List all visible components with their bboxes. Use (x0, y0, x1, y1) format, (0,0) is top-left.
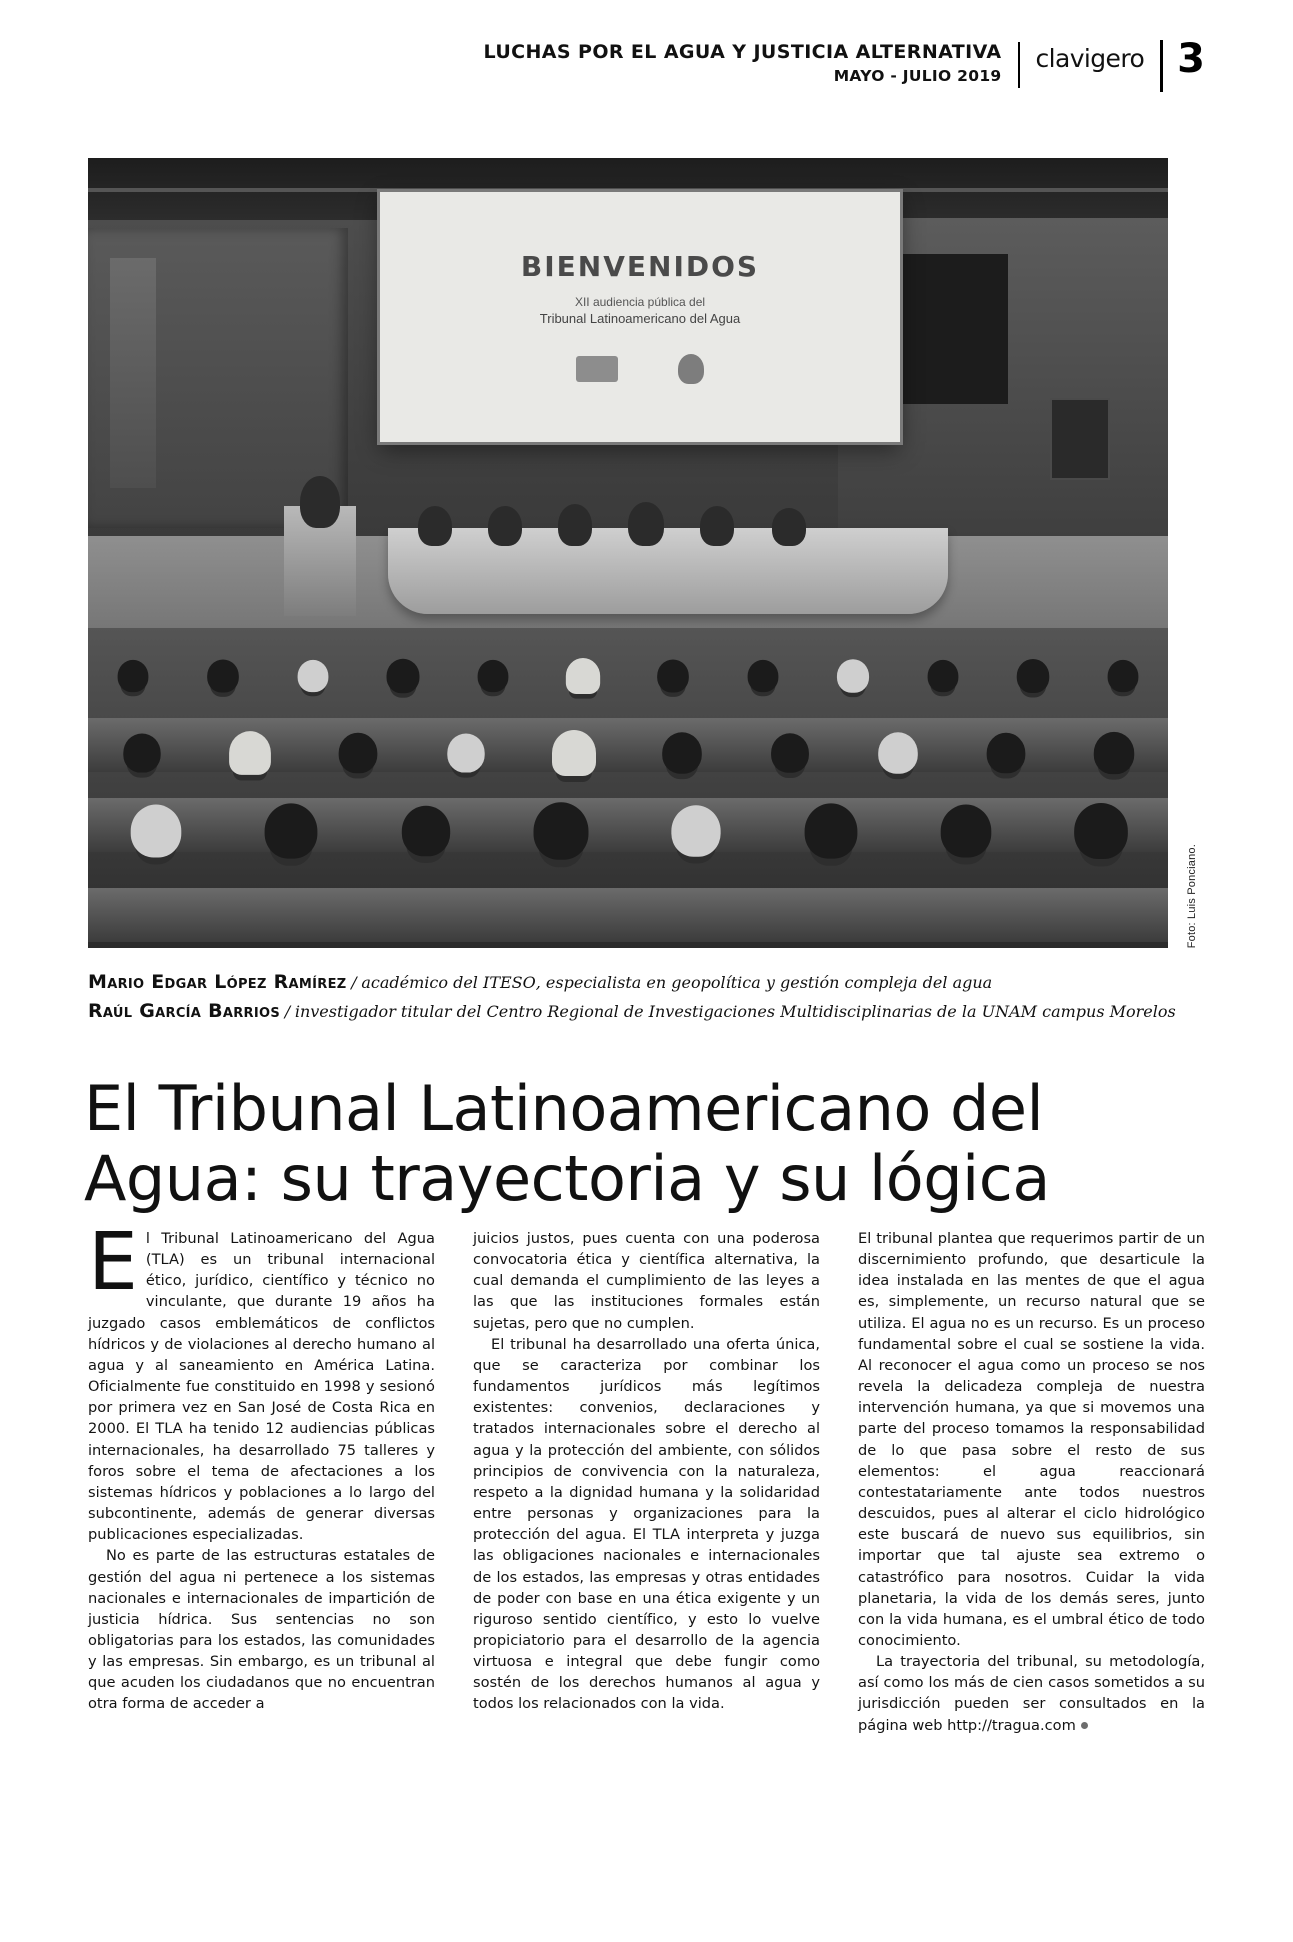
author-name-1: Mario Edgar López Ramírez (88, 971, 347, 993)
issue-date: MAYO - JULIO 2019 (833, 67, 1002, 86)
drop-cap: E (88, 1216, 138, 1308)
author-role-1-abbr: ITESO (483, 973, 536, 992)
photo-audience-row (88, 653, 1168, 699)
photo-panelist (772, 508, 806, 546)
body-paragraph: No es parte de las estructuras estatales de gestión del agua ni pertenece a los sistemas nacionales e internacionales de impartición de justicia hídrica. Sus sentencias no son obligatorias para los estados, las comunidades y las empresas. Sin embargo, es un tribunal al que acuden los ciudadanos que no encuentran otra forma de acceder a (88, 1547, 435, 1713)
body-column-1 (88, 1216, 435, 1888)
body-paragraph: El tribunal ha desarrollado una oferta única, que se caracteriza por combinar los fundamentos jurídicos más legítimos existentes: convenios, declaraciones y tratados internacionales sobre el derecho al agua y la protección del ambiente, con sólidos principios de convivencia con la naturaleza, respeto a la dignidad humana y la solidaridad entre personas y organizaciones para la protección del agua. El TLA interpreta y juzga las obligaciones nacionales e internacionales de los estados, las empresas y otras entidades de poder con base en una ética exigente y un riguroso sentido científico, y esto lo vuelve propiciatorio para el desarrollo de la agencia virtuosa e integral que debe fungir como sostén de los derechos humanos al agua y todos los relacionados con la vida. (473, 1335, 820, 1713)
author-role-2-post: campus Morelos (1037, 1001, 1176, 1021)
slide-logos (576, 354, 704, 384)
photo-audience-row (88, 730, 1168, 776)
lead-photo (88, 158, 1168, 948)
author-role-1-post: , especialista en geopolítica y gestión compleja del agua (535, 973, 993, 992)
photo-credit (1179, 158, 1205, 948)
slide-title: BIENVENIDOS (520, 250, 760, 283)
body-column-2 (473, 1228, 820, 1888)
byline-author-1 (88, 968, 1205, 997)
author-name-2: Raúl García Barrios (88, 999, 280, 1022)
projection-screen (380, 192, 900, 442)
photo-speaker-box (1050, 398, 1110, 480)
body-paragraph (88, 1216, 435, 1545)
bylines (88, 968, 1205, 1025)
slide-subtitle-1: XII audiencia pública del (574, 295, 706, 309)
photo-panelist (418, 506, 452, 546)
photo-panelist (488, 506, 522, 546)
photo-audience-row (88, 808, 1168, 854)
brand-logo: clavigero (1035, 44, 1145, 73)
author-role-1-pre: académico del (361, 973, 483, 992)
section-title: LUCHAS POR EL AGUA Y JUSTICIA ALTERNATIVA (483, 41, 1002, 63)
slide-subtitle-2: Tribunal Latinoamericano del Agua (539, 311, 741, 326)
photo-panelist (628, 502, 664, 546)
photo-speaker-person (300, 476, 340, 528)
article-body (88, 1216, 1205, 1888)
body-paragraph: El tribunal plantea que requerimos partir de un discernimiento profundo, que desarticule la idea instalada en las mentes de que el agua es, simplemente, un recurso natural que se utiliza. El agua no es un recurso. Es un proceso fundamental sobre el cual se sostiene la vida. Al reconocer el agua como un proceso se nos revela la delicadeza compleja de nuestra intervención humana, ya que si movemos una parte del proceso tomamos la responsabilidad de lo que pasa sobre el resto de sus elementos: el agua reaccionará contestatariamente ante todos nuestros descuidos, pues al alterar el ciclo hidrológico este buscará de nuevo sus equilibrios, sin importar que tal ajuste sea extremo o catastrófico para nosotros. Cuidar la vida planetaria, la vida de los demás seres, junto con la vida humana, es el umbral ético de todo conocimiento. (858, 1230, 1205, 1649)
logo-institution-icon (678, 354, 704, 384)
page-header (88, 36, 1205, 102)
logo-tla-icon (576, 356, 618, 382)
photo-panel-table (388, 528, 948, 614)
body-paragraph-text: La trayectoria del tribunal, su metodología, así como los más de cien casos sometidos a su jurisdicción pueden ser consultados en la página web http://tragua.com (858, 1653, 1205, 1734)
article-headline: El Tribunal Latinoamericano del Agua: su trayectoria y su lógica (84, 1071, 1050, 1215)
photo-panelist (558, 504, 592, 546)
body-paragraph-text: l Tribunal Latinoamericano del Agua (TLA) es un tribunal internacional ético, jurídico, científico y técnico no vinculante, que durante 19 años ha juzgado casos emblemáticos de conflictos hídricos y de violaciones al derecho humano al agua y al saneamiento en América Latina. Oficialmente fue constituido en 1998 y sesionó por primera vez en San José de Costa Rica en 2000. El TLA ha tenido 12 audiencias públicas internacionales, ha desarrollado 75 talleres y foros sobre el tema de afectaciones a los sistemas hídricos y poblaciones a lo largo del subcontinente, además de generar diversas publicaciones especializadas. (88, 1230, 435, 1544)
byline-separator-1: / (351, 973, 357, 992)
author-role-2-pre: investigador titular del Centro Regional de Investigaciones Multidisciplinarias de la (294, 1001, 982, 1021)
lead-photo-block (88, 158, 1205, 948)
body-paragraph: juicios justos, pues cuenta con una poderosa convocatoria ética y científica alternativa, la cual demanda el cumplimiento de las leyes a las que las instituciones formales están sujetas, pero que no cumplen. (473, 1230, 820, 1332)
byline-author-2 (88, 997, 1205, 1026)
photo-panelist (700, 506, 734, 546)
author-role-2-abbr: UNAM (981, 1001, 1038, 1021)
photo-credit-text: Foto: Luis Ponciano. (1186, 843, 1198, 948)
end-mark-icon (1081, 1722, 1088, 1729)
header-titles (483, 40, 1017, 87)
body-column-3 (858, 1228, 1205, 1888)
page-number: 3 (1177, 36, 1205, 82)
body-paragraph-last (858, 1651, 1205, 1736)
byline-separator-2: / (284, 1001, 291, 1021)
